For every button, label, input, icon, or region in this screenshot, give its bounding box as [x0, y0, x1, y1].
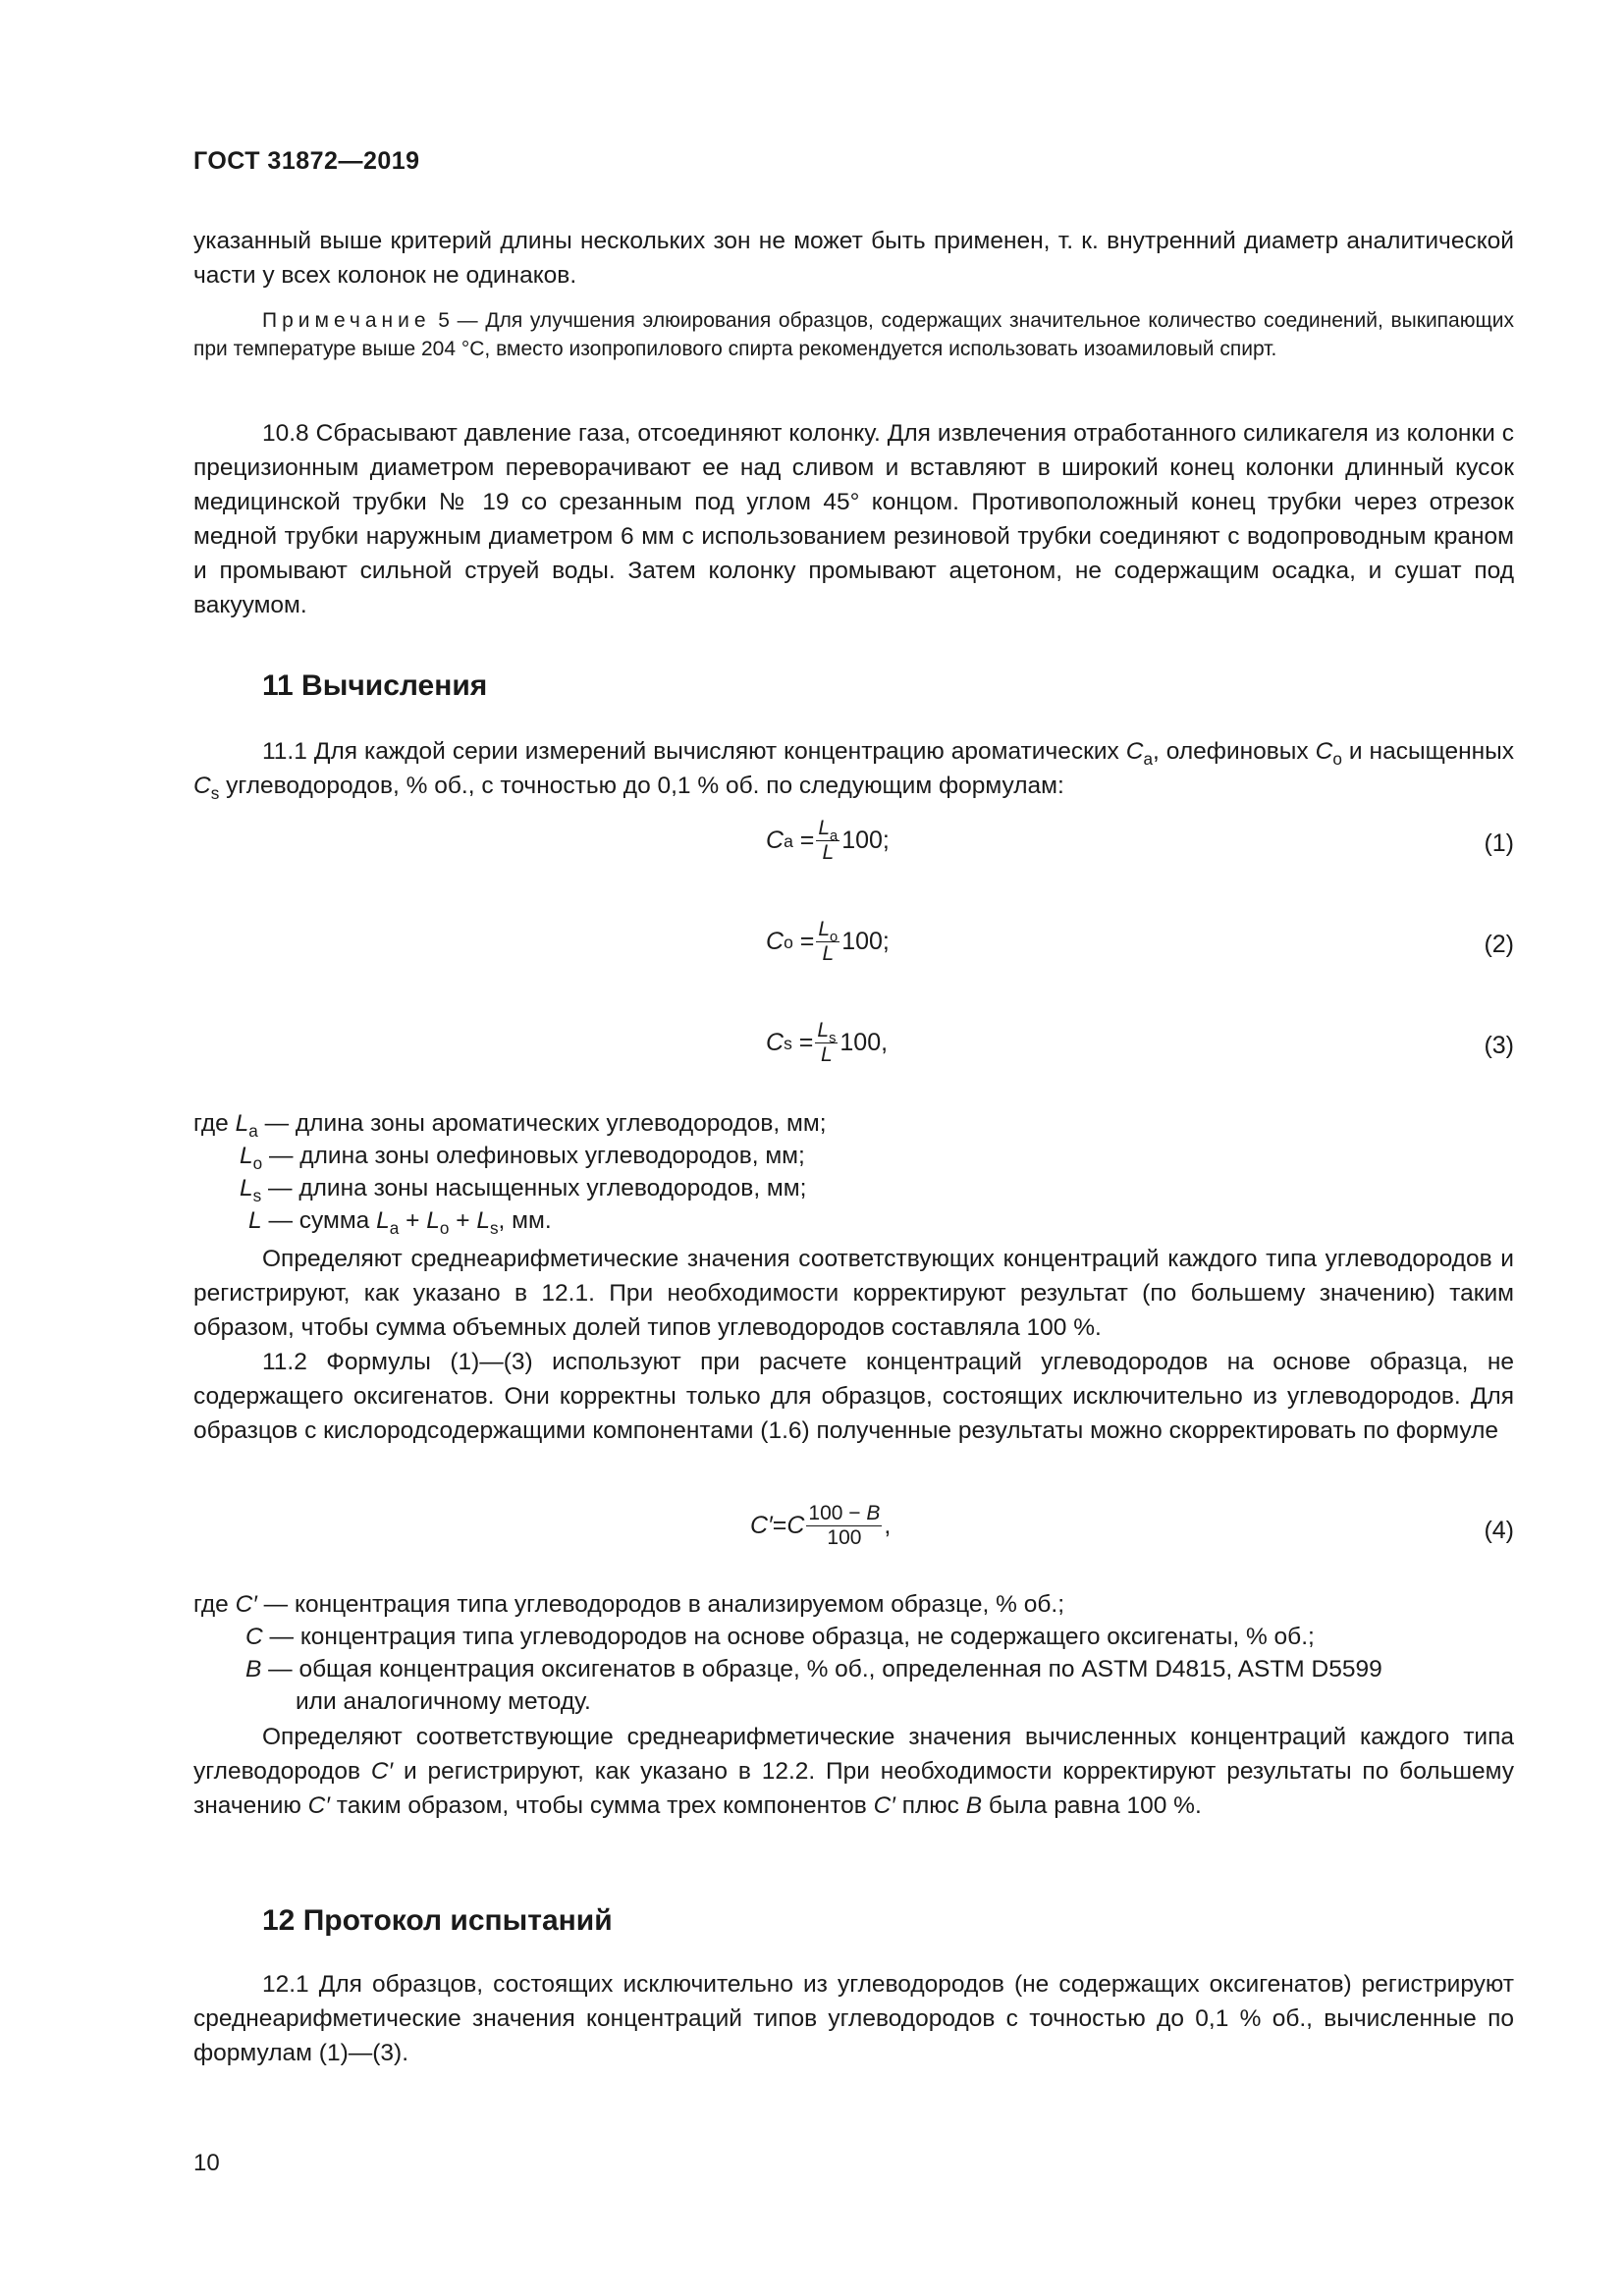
- paragraph-12-1: [193, 1967, 1514, 2070]
- formula-4: C′ = C $\frac{100 - B}{100}$ ,: [750, 1502, 892, 1549]
- paragraph-10-8: [193, 416, 1514, 622]
- formula-definitions-1: где $L_a$ — длина зоны ароматических углеводородов, мм; $L_o$ — длина зоны олефиновых углеводородов, мм; $L_s$ — длина зоны насыщенных углеводородов, мм; L — сумма $L_a + L_o + L_s$, мм.: [193, 1110, 827, 1238]
- paragraph-text: 12.1 Для образцов, состоящих исключительно из углеводородов (не содержащих оксигенатов) регистрируют среднеарифметические значения концентраций типов углеводородов с точностью до 0,1 % об., вычисленные по формулам (1)—(3).: [193, 1971, 1514, 2066]
- document-header: ГОСТ 31872—2019: [193, 147, 420, 175]
- paragraph-text: 10.8 Сбрасывают давление газа, отсоединяют колонку. Для извлечения отработанного силикагеля из колонки с прецизионным диаметром переворачивают ее над сливом и вставляют в широкий конец колонки длинный кусок медицинской трубки № 19 со срезанным под углом 45° концом. Противоположный конец трубки через отрезок медной трубки наружным диаметром 6 мм с использованием резиновой трубки соединяют с водопроводным краном и промывают сильной струей воды. Затем колонку промывают ацетоном, не содержащим осадка, и сушат под вакуумом.: [193, 420, 1514, 618]
- paragraph-11-2: [193, 1345, 1514, 1448]
- paragraph-average-2: Определяют соответствующие среднеарифметические значения вычисленных концентраций каждого типа углеводородов C′ и регистрируют, как указано в 12.2. При необходимости корректируют результаты по большему значению C′ таким образом, чтобы сумма трех компонентов C′ плюс B была равна 100 %.: [193, 1724, 1514, 1819]
- formula-2-number: (2): [1484, 931, 1514, 958]
- formula-2: C o = $\frac{L_o}{L}$ 100;: [766, 918, 890, 965]
- formula-4-number: (4): [1484, 1517, 1514, 1544]
- note-label: Примечание: [262, 309, 431, 332]
- formula-3: C s = $\frac{L_s}{L}$ 100,: [766, 1019, 889, 1066]
- paragraph-text: Определяют среднеарифметические значения соответствующих концентраций каждого типа углеводородов и регистрируют, как указано в 12.1. При необходимости корректируют результат (по большему значению) таким образом, чтобы сумма объемных долей типов углеводородов составляла 100 %.: [193, 1246, 1514, 1341]
- paragraph-average-1: [193, 1242, 1514, 1345]
- formula-3-number: (3): [1484, 1032, 1514, 1059]
- paragraph-continuation: [193, 224, 1514, 293]
- paragraph-text: 11.2 Формулы (1)—(3) используют при расчете концентраций углеводородов на основе образца, не содержащего оксигенатов. Они корректны только для образцов, состоящих исключительно из углеводородов. Для образцов с кислородсодержащими компонентами (1.6) полученные результаты можно скорректировать по формуле: [193, 1349, 1514, 1444]
- section-12-title: 12 Протокол испытаний: [262, 1904, 613, 1937]
- formula-1-number: (1): [1484, 829, 1514, 857]
- page-number: 10: [193, 2150, 220, 2176]
- formula-definitions-2: где C′ — концентрация типа углеводородов в анализируемом образце, % об.; C — концентрация типа углеводородов на основе образца, не содержащего оксигенаты, % об.; B — общая концентрация оксигенатов в образце, % об., определенная по ASTM D4815, ASTM D5599 или аналогичному методу.: [193, 1591, 1382, 1715]
- note-5: [193, 306, 1514, 363]
- formula-1: C a = $\frac{L_a}{L}$ 100;: [766, 817, 890, 864]
- paragraph-text: указанный выше критерий длины нескольких зон не может быть применен, т. к. внутренний диаметр аналитической части у всех колонок не одинаков.: [193, 228, 1514, 289]
- note-text: 5 — Для улучшения элюирования образцов, содержащих значительное количество соединений, выкипающих при температуре выше 204 °С, вместо изопропилового спирта рекомендуется использовать изоамиловый спирт.: [193, 309, 1514, 360]
- paragraph-11-1: 11.1 Для каждой серии измерений вычисляют концентрацию ароматических $C_a$, олефиновых $C_o$ и насыщенных $C_s$ углеводородов, % об., с точностью до 0,1 % об. по следующим формулам:: [193, 738, 1514, 803]
- section-11-title: 11 Вычисления: [262, 669, 488, 702]
